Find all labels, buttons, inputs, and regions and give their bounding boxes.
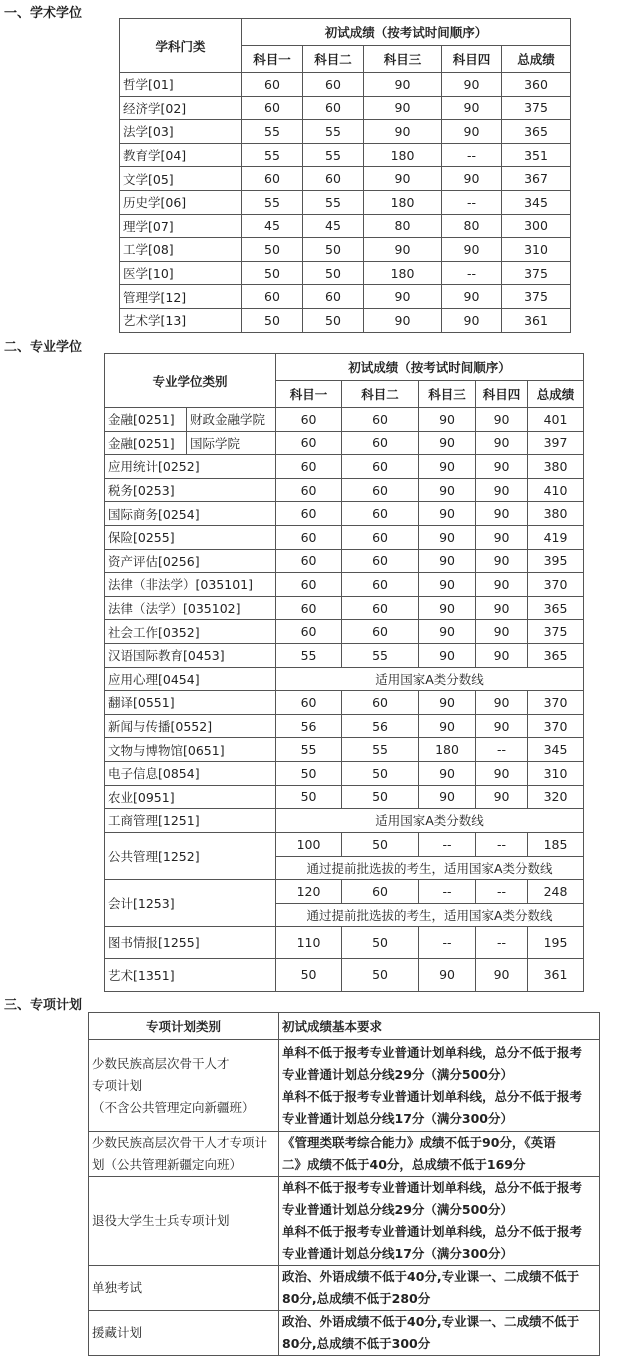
score-cell: 60 bbox=[276, 691, 342, 715]
score-cell: 50 bbox=[342, 926, 419, 958]
category-cell: 经济学[02] bbox=[120, 96, 242, 120]
requirement-line: 政治、外语成绩不低于40分,专业课一、二成绩不低于 bbox=[282, 1314, 580, 1329]
score-cell: 90 bbox=[419, 573, 476, 597]
score-cell: 60 bbox=[242, 285, 303, 309]
header-subject-4: 科目四 bbox=[442, 46, 502, 73]
score-cell: 180 bbox=[419, 738, 476, 762]
category-cell: 法学[03] bbox=[120, 120, 242, 144]
category-cell: 保险[0255] bbox=[105, 525, 276, 549]
score-cell: 50 bbox=[242, 261, 303, 285]
category-cell: 应用心理[0454] bbox=[105, 667, 276, 691]
score-cell: 50 bbox=[342, 958, 419, 991]
score-cell: 60 bbox=[342, 691, 419, 715]
section3-title: 三、专项计划 bbox=[4, 998, 83, 1013]
category-line: 退役大学生士兵专项计划 bbox=[92, 1213, 230, 1228]
score-cell: 180 bbox=[364, 190, 442, 214]
total-cell: 351 bbox=[502, 143, 571, 167]
table-row bbox=[105, 785, 584, 809]
score-cell: 90 bbox=[476, 455, 528, 479]
note-cell: 通过提前批选拔的考生，适用国家A类分数线 bbox=[276, 903, 584, 926]
score-cell: 90 bbox=[419, 525, 476, 549]
table-row bbox=[105, 809, 584, 833]
score-cell: 60 bbox=[276, 431, 342, 455]
score-cell: 60 bbox=[342, 408, 419, 432]
category-line: 单独考试 bbox=[92, 1280, 143, 1295]
category-cell: 艺术学[13] bbox=[120, 308, 242, 332]
special-plan-table bbox=[88, 1012, 600, 1356]
plan-category-cell bbox=[89, 1311, 279, 1356]
score-cell: 90 bbox=[419, 691, 476, 715]
score-cell: 110 bbox=[276, 926, 342, 958]
total-cell: 375 bbox=[528, 620, 584, 644]
score-cell: 80 bbox=[364, 214, 442, 238]
table-row bbox=[105, 738, 584, 762]
score-cell: 90 bbox=[419, 958, 476, 991]
table-row bbox=[120, 238, 571, 262]
note-cell: 通过提前批选拔的考生，适用国家A类分数线 bbox=[276, 856, 584, 879]
requirement-line: 单科不低于报考专业普通计划单科线，总分不低于报考 bbox=[282, 1224, 583, 1239]
total-cell: 185 bbox=[528, 832, 584, 856]
score-cell: 90 bbox=[476, 761, 528, 785]
score-cell: 90 bbox=[442, 238, 502, 262]
table-row bbox=[105, 761, 584, 785]
category-cell: 工学[08] bbox=[120, 238, 242, 262]
score-cell: 90 bbox=[419, 714, 476, 738]
total-cell: 419 bbox=[528, 525, 584, 549]
category-line: 划（公共管理新疆定向班） bbox=[92, 1157, 243, 1172]
school-cell: 国际学院 bbox=[187, 431, 276, 455]
category-cell: 管理学[12] bbox=[120, 285, 242, 309]
score-cell: 60 bbox=[276, 573, 342, 597]
score-cell: 90 bbox=[419, 455, 476, 479]
table-row bbox=[89, 1177, 600, 1266]
total-cell: 410 bbox=[528, 478, 584, 502]
score-cell: 90 bbox=[419, 502, 476, 526]
category-cell: 法律（非法学）[035101] bbox=[105, 573, 276, 597]
professional-degree-table bbox=[104, 353, 584, 992]
requirement-cell bbox=[279, 1132, 600, 1177]
score-cell: 55 bbox=[303, 190, 364, 214]
table-row bbox=[105, 502, 584, 526]
requirement-line: 单科不低于报考专业普通计划单科线，总分不低于报考 bbox=[282, 1180, 583, 1195]
category-cell: 文物与博物馆[0651] bbox=[105, 738, 276, 762]
header-category: 专项计划类别 bbox=[89, 1013, 279, 1040]
score-cell: 90 bbox=[364, 285, 442, 309]
score-cell: 60 bbox=[276, 549, 342, 573]
score-cell: 90 bbox=[442, 120, 502, 144]
score-cell: 50 bbox=[276, 958, 342, 991]
header-requirement: 初试成绩基本要求 bbox=[279, 1013, 600, 1040]
score-cell: 90 bbox=[476, 431, 528, 455]
table-row bbox=[120, 73, 571, 97]
total-cell: 397 bbox=[528, 431, 584, 455]
table-row bbox=[105, 667, 584, 691]
score-cell: 90 bbox=[442, 96, 502, 120]
score-cell: 60 bbox=[342, 596, 419, 620]
score-cell: 50 bbox=[342, 785, 419, 809]
table-row bbox=[105, 832, 584, 856]
header-category: 学科门类 bbox=[120, 19, 242, 73]
score-cell: -- bbox=[476, 879, 528, 903]
score-cell: -- bbox=[419, 879, 476, 903]
category-cell: 教育学[04] bbox=[120, 143, 242, 167]
category-line: 专项计划 bbox=[92, 1077, 143, 1093]
requirement-line: 二》成绩不低于40分，总成绩不低于169分 bbox=[282, 1157, 526, 1172]
score-cell: 50 bbox=[342, 761, 419, 785]
score-cell: 100 bbox=[276, 832, 342, 856]
score-cell: 55 bbox=[303, 120, 364, 144]
score-cell: 120 bbox=[276, 879, 342, 903]
requirement-line: 80分,总成绩不低于280分 bbox=[282, 1291, 431, 1306]
table-row bbox=[105, 643, 584, 667]
requirement-line: 单科不低于报考专业普通计划单科线，总分不低于报考 bbox=[282, 1088, 583, 1104]
score-cell: 90 bbox=[364, 308, 442, 332]
score-cell: 90 bbox=[364, 167, 442, 191]
table-row bbox=[105, 478, 584, 502]
score-cell: 50 bbox=[303, 308, 364, 332]
requirement-cell bbox=[279, 1311, 600, 1356]
header-group: 初试成绩（按考试时间顺序） bbox=[276, 354, 584, 381]
table-row bbox=[120, 308, 571, 332]
score-cell: 60 bbox=[342, 879, 419, 903]
category-cell: 法律（法学）[035102] bbox=[105, 596, 276, 620]
score-cell: 90 bbox=[419, 408, 476, 432]
score-cell: 90 bbox=[476, 478, 528, 502]
total-cell: 248 bbox=[528, 879, 584, 903]
score-cell: 60 bbox=[242, 73, 303, 97]
requirement-cell bbox=[279, 1177, 600, 1266]
score-cell: 90 bbox=[476, 408, 528, 432]
table-row bbox=[89, 1266, 600, 1311]
requirement-line: 专业普通计划总分线29分（满分500分） bbox=[282, 1066, 513, 1082]
score-cell: 60 bbox=[303, 285, 364, 309]
category-cell: 新闻与传播[0552] bbox=[105, 714, 276, 738]
note-cell: 适用国家A类分数线 bbox=[276, 809, 584, 833]
total-cell: 370 bbox=[528, 691, 584, 715]
table-row bbox=[120, 143, 571, 167]
category-cell: 翻译[0551] bbox=[105, 691, 276, 715]
score-cell: 90 bbox=[419, 785, 476, 809]
requirement-line: 专业普通计划总分线17分（满分300分） bbox=[282, 1246, 513, 1261]
total-cell: 310 bbox=[528, 761, 584, 785]
header-subject-3: 科目三 bbox=[419, 381, 476, 408]
total-cell: 401 bbox=[528, 408, 584, 432]
score-cell: 55 bbox=[303, 143, 364, 167]
score-cell: -- bbox=[442, 261, 502, 285]
score-cell: 55 bbox=[342, 738, 419, 762]
score-cell: 56 bbox=[276, 714, 342, 738]
total-cell: 395 bbox=[528, 549, 584, 573]
category-line: 少数民族高层次骨干人才专项计 bbox=[92, 1135, 268, 1150]
score-cell: -- bbox=[419, 926, 476, 958]
score-cell: 50 bbox=[276, 785, 342, 809]
score-cell: 55 bbox=[276, 738, 342, 762]
total-cell: 375 bbox=[502, 285, 571, 309]
score-cell: 90 bbox=[476, 502, 528, 526]
score-cell: 90 bbox=[476, 714, 528, 738]
score-cell: -- bbox=[442, 190, 502, 214]
score-cell: 45 bbox=[242, 214, 303, 238]
score-cell: -- bbox=[442, 143, 502, 167]
requirement-line: 专业普通计划总分线29分（满分500分） bbox=[282, 1202, 513, 1217]
score-cell: 60 bbox=[342, 620, 419, 644]
header-subject-1: 科目一 bbox=[242, 46, 303, 73]
category-line: （不含公共管理定向新疆班） bbox=[92, 1099, 255, 1115]
score-cell: 60 bbox=[303, 96, 364, 120]
category-cell: 社会工作[0352] bbox=[105, 620, 276, 644]
score-cell: 90 bbox=[476, 785, 528, 809]
score-cell: 55 bbox=[242, 143, 303, 167]
table-row bbox=[105, 691, 584, 715]
table-row bbox=[120, 96, 571, 120]
total-cell: 370 bbox=[528, 714, 584, 738]
score-cell: 90 bbox=[476, 596, 528, 620]
score-cell: 50 bbox=[303, 238, 364, 262]
score-cell: 60 bbox=[276, 596, 342, 620]
public-admin-label: 公共管理[1252] bbox=[105, 832, 276, 879]
requirement-cell bbox=[279, 1266, 600, 1311]
header-subject-3: 科目三 bbox=[364, 46, 442, 73]
total-cell: 365 bbox=[528, 596, 584, 620]
header-subject-4: 科目四 bbox=[476, 381, 528, 408]
score-cell: 90 bbox=[419, 431, 476, 455]
header-total: 总成绩 bbox=[528, 381, 584, 408]
score-cell: 55 bbox=[242, 190, 303, 214]
table-row bbox=[89, 1311, 600, 1356]
score-cell: 90 bbox=[364, 120, 442, 144]
score-cell: 45 bbox=[303, 214, 364, 238]
school-cell: 财政金融学院 bbox=[187, 408, 276, 432]
score-cell: 60 bbox=[303, 167, 364, 191]
total-cell: 345 bbox=[528, 738, 584, 762]
score-cell: 50 bbox=[342, 832, 419, 856]
library-label: 图书情报[1255] bbox=[105, 926, 276, 958]
total-cell: 361 bbox=[528, 958, 584, 991]
score-cell: 80 bbox=[442, 214, 502, 238]
score-cell: 60 bbox=[342, 573, 419, 597]
score-cell: 90 bbox=[476, 691, 528, 715]
score-cell: 60 bbox=[276, 455, 342, 479]
score-cell: 60 bbox=[242, 167, 303, 191]
total-cell: 300 bbox=[502, 214, 571, 238]
score-cell: -- bbox=[419, 832, 476, 856]
category-line: 援藏计划 bbox=[92, 1325, 143, 1340]
total-cell: 365 bbox=[528, 643, 584, 667]
section2-title: 二、专业学位 bbox=[4, 340, 83, 355]
requirement-line: 单科不低于报考专业普通计划单科线，总分不低于报考 bbox=[282, 1044, 583, 1060]
plan-category-cell bbox=[89, 1132, 279, 1177]
category-cell: 历史学[06] bbox=[120, 190, 242, 214]
table-row bbox=[105, 958, 584, 991]
score-cell: 60 bbox=[242, 96, 303, 120]
accounting-label: 会计[1253] bbox=[105, 879, 276, 926]
table-row bbox=[105, 926, 584, 958]
score-cell: 90 bbox=[364, 96, 442, 120]
table-row bbox=[105, 620, 584, 644]
score-cell: 60 bbox=[342, 455, 419, 479]
table-row bbox=[105, 408, 584, 432]
requirement-line: 政治、外语成绩不低于40分,专业课一、二成绩不低于 bbox=[282, 1269, 580, 1284]
total-cell: 375 bbox=[502, 261, 571, 285]
score-cell: 60 bbox=[276, 408, 342, 432]
table-row bbox=[120, 120, 571, 144]
score-cell: 180 bbox=[364, 261, 442, 285]
table-row bbox=[105, 455, 584, 479]
category-cell: 工商管理[1251] bbox=[105, 809, 276, 833]
score-cell: 60 bbox=[276, 525, 342, 549]
score-cell: 90 bbox=[364, 73, 442, 97]
table-row bbox=[120, 214, 571, 238]
score-cell: 90 bbox=[419, 620, 476, 644]
total-cell: 345 bbox=[502, 190, 571, 214]
score-cell: 60 bbox=[342, 502, 419, 526]
requirement-line: 《管理类联考综合能力》成绩不低于90分，《英语 bbox=[282, 1135, 556, 1150]
total-cell: 365 bbox=[502, 120, 571, 144]
table-row bbox=[105, 431, 584, 455]
requirement-line: 80分,总成绩不低于300分 bbox=[282, 1336, 431, 1351]
score-cell: 55 bbox=[242, 120, 303, 144]
category-cell: 理学[07] bbox=[120, 214, 242, 238]
score-cell: 50 bbox=[276, 761, 342, 785]
table-row bbox=[105, 549, 584, 573]
score-cell: 90 bbox=[442, 167, 502, 191]
score-cell: 60 bbox=[276, 620, 342, 644]
score-cell: 90 bbox=[476, 573, 528, 597]
total-cell: 360 bbox=[502, 73, 571, 97]
total-cell: 375 bbox=[502, 96, 571, 120]
total-cell: 380 bbox=[528, 502, 584, 526]
category-cell: 资产评估[0256] bbox=[105, 549, 276, 573]
score-cell: -- bbox=[476, 832, 528, 856]
score-cell: 55 bbox=[276, 643, 342, 667]
category-cell: 哲学[01] bbox=[120, 73, 242, 97]
plan-category-cell bbox=[89, 1040, 279, 1132]
category-cell: 税务[0253] bbox=[105, 478, 276, 502]
category-cell: 农业[0951] bbox=[105, 785, 276, 809]
score-cell: 90 bbox=[476, 958, 528, 991]
total-cell: 320 bbox=[528, 785, 584, 809]
category-cell: 金融[0251] bbox=[105, 431, 187, 455]
category-cell: 汉语国际教育[0453] bbox=[105, 643, 276, 667]
section1-title: 一、学术学位 bbox=[4, 6, 83, 21]
score-cell: 180 bbox=[364, 143, 442, 167]
score-cell: 60 bbox=[342, 525, 419, 549]
score-cell: 50 bbox=[242, 308, 303, 332]
total-cell: 361 bbox=[502, 308, 571, 332]
total-cell: 370 bbox=[528, 573, 584, 597]
score-cell: 60 bbox=[342, 549, 419, 573]
score-cell: 90 bbox=[419, 643, 476, 667]
header-group: 初试成绩（按考试时间顺序） bbox=[242, 19, 571, 46]
score-cell: 90 bbox=[419, 478, 476, 502]
score-cell: 60 bbox=[342, 478, 419, 502]
score-cell: 90 bbox=[442, 73, 502, 97]
score-cell: 90 bbox=[476, 620, 528, 644]
score-cell: 50 bbox=[303, 261, 364, 285]
header-category: 专业学位类别 bbox=[105, 354, 276, 408]
table-row bbox=[120, 167, 571, 191]
score-cell: 90 bbox=[442, 285, 502, 309]
category-cell: 国际商务[0254] bbox=[105, 502, 276, 526]
score-cell: 60 bbox=[276, 502, 342, 526]
header-total: 总成绩 bbox=[502, 46, 571, 73]
header-subject-1: 科目一 bbox=[276, 381, 342, 408]
score-cell: -- bbox=[476, 738, 528, 762]
total-cell: 195 bbox=[528, 926, 584, 958]
table-row bbox=[89, 1132, 600, 1177]
score-cell: 60 bbox=[276, 478, 342, 502]
table-row bbox=[120, 285, 571, 309]
score-cell: 56 bbox=[342, 714, 419, 738]
plan-category-cell bbox=[89, 1266, 279, 1311]
header-subject-2: 科目二 bbox=[303, 46, 364, 73]
art-label: 艺术[1351] bbox=[105, 958, 276, 991]
table-row bbox=[105, 596, 584, 620]
score-cell: 50 bbox=[242, 238, 303, 262]
score-cell: 55 bbox=[342, 643, 419, 667]
category-cell: 医学[10] bbox=[120, 261, 242, 285]
score-cell: 90 bbox=[364, 238, 442, 262]
total-cell: 380 bbox=[528, 455, 584, 479]
table-row bbox=[105, 879, 584, 903]
academic-degree-table bbox=[119, 18, 571, 333]
score-cell: 90 bbox=[419, 549, 476, 573]
table-row bbox=[105, 573, 584, 597]
score-cell: 60 bbox=[303, 73, 364, 97]
table-row bbox=[105, 525, 584, 549]
total-cell: 367 bbox=[502, 167, 571, 191]
requirement-cell bbox=[279, 1040, 600, 1132]
note-cell: 适用国家A类分数线 bbox=[276, 667, 584, 691]
score-cell: 90 bbox=[476, 525, 528, 549]
category-cell: 应用统计[0252] bbox=[105, 455, 276, 479]
category-cell: 文学[05] bbox=[120, 167, 242, 191]
table-row bbox=[105, 714, 584, 738]
requirement-line: 专业普通计划总分线17分（满分300分） bbox=[282, 1110, 513, 1126]
score-cell: 90 bbox=[476, 643, 528, 667]
category-cell: 金融[0251] bbox=[105, 408, 187, 432]
score-cell: 90 bbox=[476, 549, 528, 573]
header-subject-2: 科目二 bbox=[342, 381, 419, 408]
category-line: 少数民族高层次骨干人才 bbox=[92, 1055, 230, 1071]
score-cell: 60 bbox=[342, 431, 419, 455]
score-cell: 90 bbox=[442, 308, 502, 332]
table-row bbox=[89, 1040, 600, 1132]
table-row bbox=[120, 261, 571, 285]
score-cell: 90 bbox=[419, 761, 476, 785]
plan-category-cell bbox=[89, 1177, 279, 1266]
category-cell: 电子信息[0854] bbox=[105, 761, 276, 785]
table-row bbox=[120, 190, 571, 214]
score-cell: -- bbox=[476, 926, 528, 958]
total-cell: 310 bbox=[502, 238, 571, 262]
score-cell: 90 bbox=[419, 596, 476, 620]
